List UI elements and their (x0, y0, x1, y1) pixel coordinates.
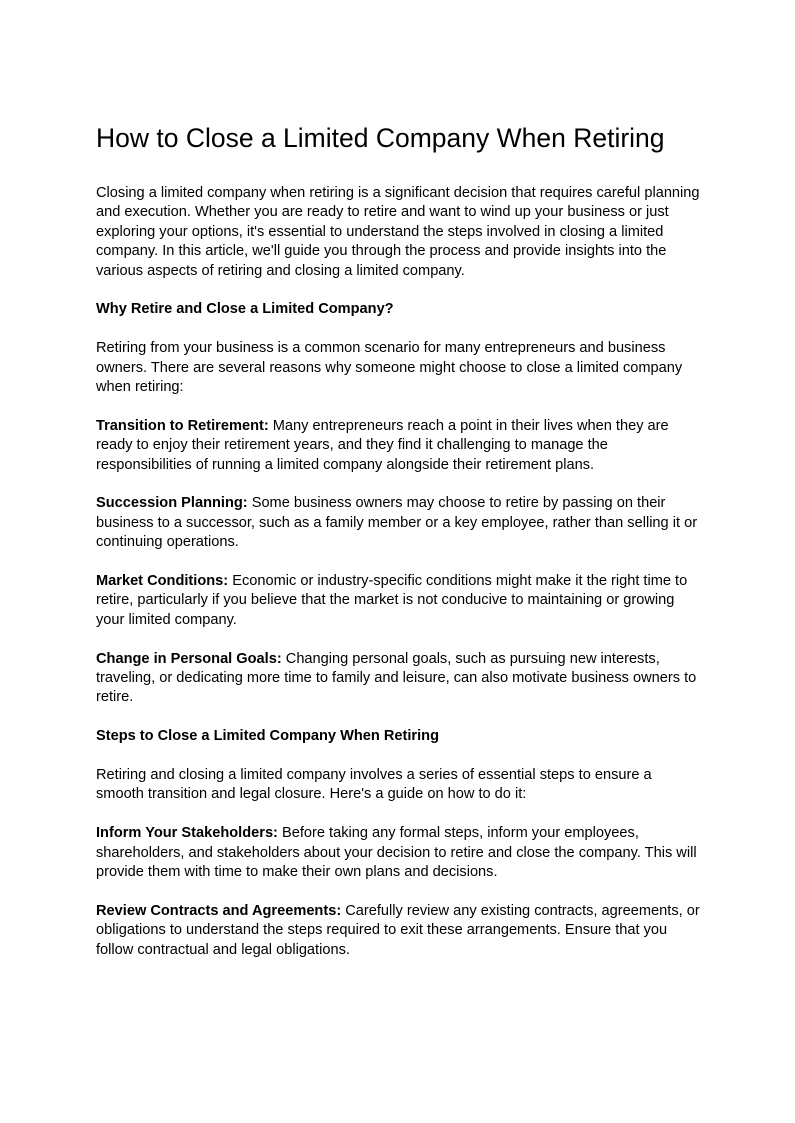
reason-label: Succession Planning: (96, 495, 248, 512)
reason-market-conditions (96, 572, 700, 630)
page-title: How to Close a Limited Company When Retiring (96, 123, 665, 153)
section-intro-why-retire: Retiring from your business is a common scenario for many entrepreneurs and business owners. There are several reasons why someone might choose to close a limited company when retiring: (96, 340, 683, 396)
reason-label: Change in Personal Goals: (96, 650, 282, 667)
reason-text: Many entrepreneurs reach a point in their lives when they are ready to enjoy their retirement years, and they find it challenging to manage the responsibilities of running a limited company alongside their retirement plans. (96, 417, 669, 473)
section-heading-steps: Steps to Close a Limited Company When Retiring (96, 728, 439, 745)
intro-paragraph: Closing a limited company when retiring is a significant decision that requires careful planning and execution. Whether you are ready to retire and want to wind up your business or just exploring your options, it's essential to understand the steps involved in closing a limited company. In this article, we'll guide you through the process and provide insights into the various aspects of retiring and closing a limited company. (96, 185, 700, 279)
step-label: Review Contracts and Agreements: (96, 902, 342, 919)
step-text: Before taking any formal steps, inform your employees, shareholders, and stakeholders about your decision to retire and close the company. This will provide them with time to make their own plans and decisions. (96, 825, 697, 881)
reason-change-in-personal-goals (96, 650, 700, 708)
reason-text: Some business owners may choose to retire by passing on their business to a successor, such as a family member or a key employee, rather than selling it or continuing operations. (96, 495, 698, 551)
step-text: Carefully review any existing contracts, agreements, or obligations to understand the steps required to exit these arrangements. Ensure that you follow contractual and legal obligations. (96, 902, 700, 958)
reason-label: Market Conditions: (96, 573, 229, 590)
reason-text: Changing personal goals, such as pursuing new interests, traveling, or dedicating more time to family and leisure, can also motivate business owners to retire. (96, 650, 697, 706)
document-page (96, 121, 700, 960)
section-intro-steps: Retiring and closing a limited company involves a series of essential steps to ensure a smooth transition and legal closure. Here's a guide on how to do it: (96, 767, 652, 803)
step-inform-stakeholders (96, 824, 700, 882)
reason-text: Economic or industry-specific conditions might make it the right time to retire, particularly if you believe that the market is not conducive to maintaining or growing your limited company. (96, 573, 688, 628)
reason-transition-to-retirement (96, 417, 700, 475)
step-review-contracts (96, 902, 700, 960)
step-label: Inform Your Stakeholders: (96, 825, 278, 842)
section-heading-why-retire: Why Retire and Close a Limited Company? (96, 301, 394, 318)
reason-succession-planning (96, 494, 700, 552)
reason-label: Transition to Retirement: (96, 417, 269, 434)
